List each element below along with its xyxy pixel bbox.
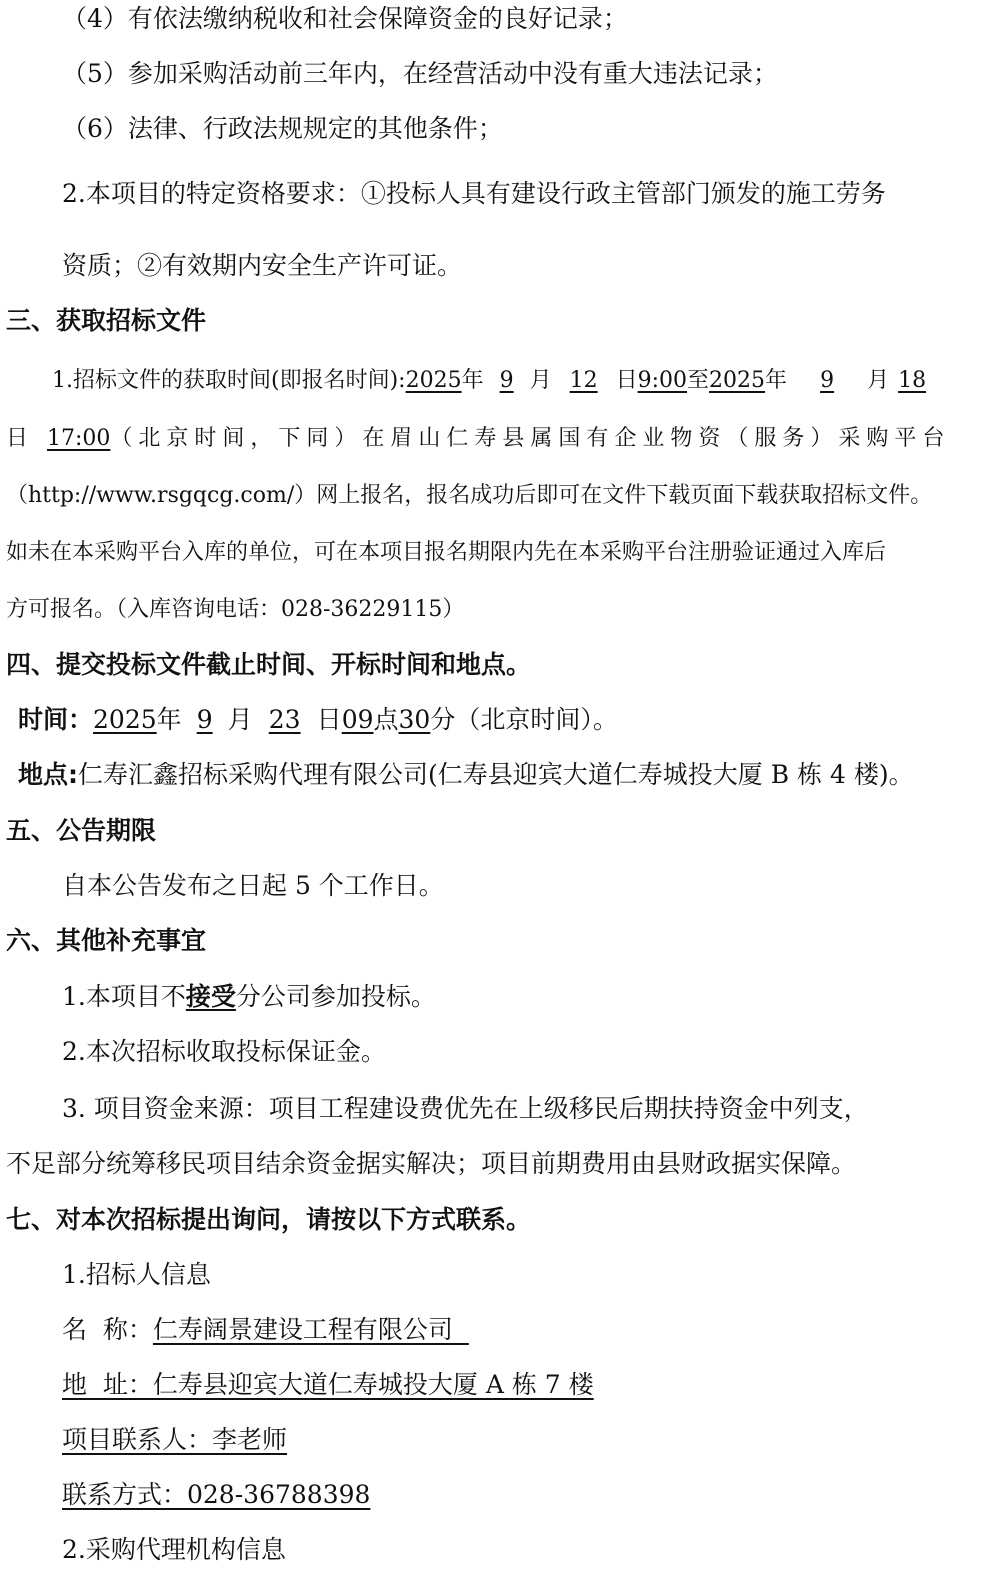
announcement-period: 自本公告发布之日起 5 个工作日。 (62, 871, 444, 900)
ri-label-3: 日 (316, 705, 342, 734)
tenderer-contact-phone: 联系方式：028-36788398 (62, 1480, 371, 1509)
tenderer-address: 地 址：仁寿县迎宾大道仁寿城投大厦 A 栋 7 楼 (62, 1370, 594, 1399)
tenderer-info-heading: 1.招标人信息 (62, 1260, 211, 1289)
supplement-item-1-prefix: 1.本项目不 (62, 982, 186, 1011)
tenderer-name-label: 名 称： (62, 1315, 153, 1344)
supplement-item-1-emphasis: 接受 (185, 982, 236, 1011)
section-6-heading: 六、其他补充事宜 (6, 926, 207, 955)
deadline-place-line (0, 758, 1000, 792)
tenderer-name-value: 仁寿阔景建设工程有限公司 (152, 1315, 453, 1344)
ri-label-2: 日 (6, 426, 35, 451)
place-value: 仁寿汇鑫招标采购代理有限公司(仁寿县迎宾大道仁寿城投大厦 B 栋 4 楼)。 (78, 760, 914, 789)
dian-label: 点 (373, 705, 399, 734)
qualification-item-5: （5）参加采购活动前三年内，在经营活动中没有重大违法记录； (62, 59, 778, 88)
start-year: 2025 (405, 368, 462, 393)
fen-label: 分 (430, 705, 456, 734)
specific-qualification-line1: 2.本项目的特定资格要求：①投标人具有建设行政主管部门颁发的施工劳务 (62, 179, 886, 208)
end-day: 18 (898, 368, 927, 393)
start-day: 12 (569, 368, 598, 393)
deadline-hour: 09 (341, 705, 374, 734)
end-month: 9 (820, 368, 835, 393)
supplement-item-3-line1: 3. 项目资金来源：项目工程建设费优先在上级移民后期扶持资金中列支， (62, 1094, 869, 1123)
bid-doc-time-prefix: 1.招标文件的获取时间(即报名时间): (52, 368, 406, 393)
bid-doc-time-line2 (0, 422, 1000, 456)
timezone-note: （北京时间）。 (455, 705, 618, 734)
supplement-item-1-suffix: 分公司参加投标。 (235, 982, 436, 1011)
section-3-heading: 三、获取招标文件 (6, 306, 207, 335)
section-5-heading: 五、公告期限 (6, 816, 157, 845)
deadline-time-line (0, 703, 1000, 737)
yue-label-2: 月 (867, 368, 890, 393)
bid-doc-time-line3: （http://www.rsgqcg.com/）网上报名，报名成功后即可在文件下载页面下载获取招标文件。 (6, 483, 933, 508)
section-7-heading: 七、对本次招标提出询问，请按以下方式联系。 (6, 1205, 532, 1234)
deadline-day: 23 (268, 705, 301, 734)
start-time: 9:00 (637, 368, 688, 393)
registration-note-line2: 方可报名。（入库咨询电话：028-36229115） (6, 597, 465, 622)
agency-info-heading: 2.采购代理机构信息 (62, 1535, 286, 1564)
ri-label: 日 (615, 368, 638, 393)
time-label: 时间： (18, 705, 94, 734)
tenderer-name-underline-pad (453, 1315, 469, 1344)
bid-doc-time-line1 (0, 364, 1000, 398)
qualification-item-6: （6）法律、行政法规规定的其他条件； (62, 114, 503, 143)
deadline-minute: 30 (398, 705, 431, 734)
registration-note-line1: 如未在本采购平台入库的单位，可在本项目报名期限内先在本采购平台注册验证通过入库后 (6, 540, 887, 565)
yue-label: 月 (529, 368, 552, 393)
supplement-item-3-line2: 不足部分统筹移民项目结余资金据实解决；项目前期费用由县财政据实保障。 (6, 1149, 857, 1178)
section-4-heading: 四、提交投标文件截止时间、开标时间和地点。 (6, 650, 532, 679)
tenderer-name-line (0, 1313, 1000, 1347)
specific-qualification-line2: 资质；②有效期内安全生产许可证。 (62, 251, 463, 280)
start-month: 9 (499, 368, 514, 393)
zhi-label: 至 (687, 368, 710, 393)
platform-description: （北京时间，下同）在眉山仁寿县属国有企业物资（服务）采购平台 (110, 426, 951, 451)
end-year: 2025 (709, 368, 766, 393)
place-label: 地点: (18, 760, 78, 789)
supplement-item-2: 2.本次招标收取投标保证金。 (62, 1037, 386, 1066)
supplement-item-1 (0, 980, 1000, 1014)
yue-label-3: 月 (227, 705, 253, 734)
end-time: 17:00 (47, 426, 111, 451)
nian-label-2: 年 (765, 368, 788, 393)
deadline-year: 2025 (93, 705, 157, 734)
nian-label: 年 (461, 368, 484, 393)
nian-label-3: 年 (156, 705, 182, 734)
tenderer-contact-person: 项目联系人：李老师 (62, 1425, 288, 1454)
deadline-month: 9 (196, 705, 213, 734)
qualification-item-4: （4）有依法缴纳税收和社会保障资金的良好记录； (62, 4, 628, 33)
